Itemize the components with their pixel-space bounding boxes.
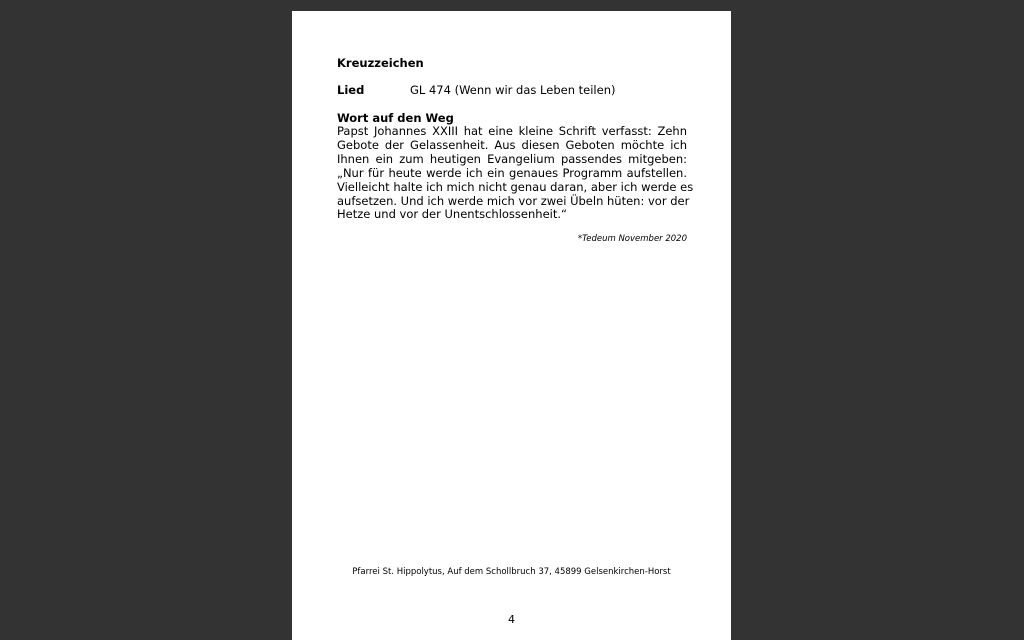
heading-wort-auf-den-weg: Wort auf den Weg	[337, 111, 454, 125]
body-line: aufsetzen. Und ich werde mich vor zwei Übeln hüten: vor der	[337, 193, 690, 208]
body-line: „Nur für heute werde ich ein genaues Programm aufstellen.	[337, 165, 687, 180]
lied-value: GL 474 (Wenn wir das Leben teilen)	[410, 83, 616, 97]
lied-row	[337, 83, 615, 97]
source-citation: *Tedeum November 2020	[577, 234, 687, 244]
document-page	[292, 11, 731, 640]
body-line: Gebote der Gelassenheit. Aus diesen Geboten möchte ich	[337, 137, 687, 152]
body-line: Hetze und vor der Unentschlossenheit.“	[337, 207, 567, 222]
body-line: Papst Johannes XXIII hat eine kleine Schrift verfasst: Zehn	[337, 124, 687, 138]
page-number: 4	[508, 613, 515, 626]
body-paragraph	[337, 124, 694, 222]
body-line: Ihnen ein zum heutigen Evangelium passendes mitgeben:	[337, 151, 687, 166]
body-line: Vielleicht halte ich mich nicht genau daran, aber ich werde es	[337, 179, 694, 194]
footer-address: Pfarrei St. Hippolytus, Auf dem Schollbruch 37, 45899 Gelsenkirchen-Horst	[352, 567, 671, 577]
heading-kreuzzeichen: Kreuzzeichen	[337, 56, 424, 70]
lied-label: Lied	[337, 83, 365, 97]
